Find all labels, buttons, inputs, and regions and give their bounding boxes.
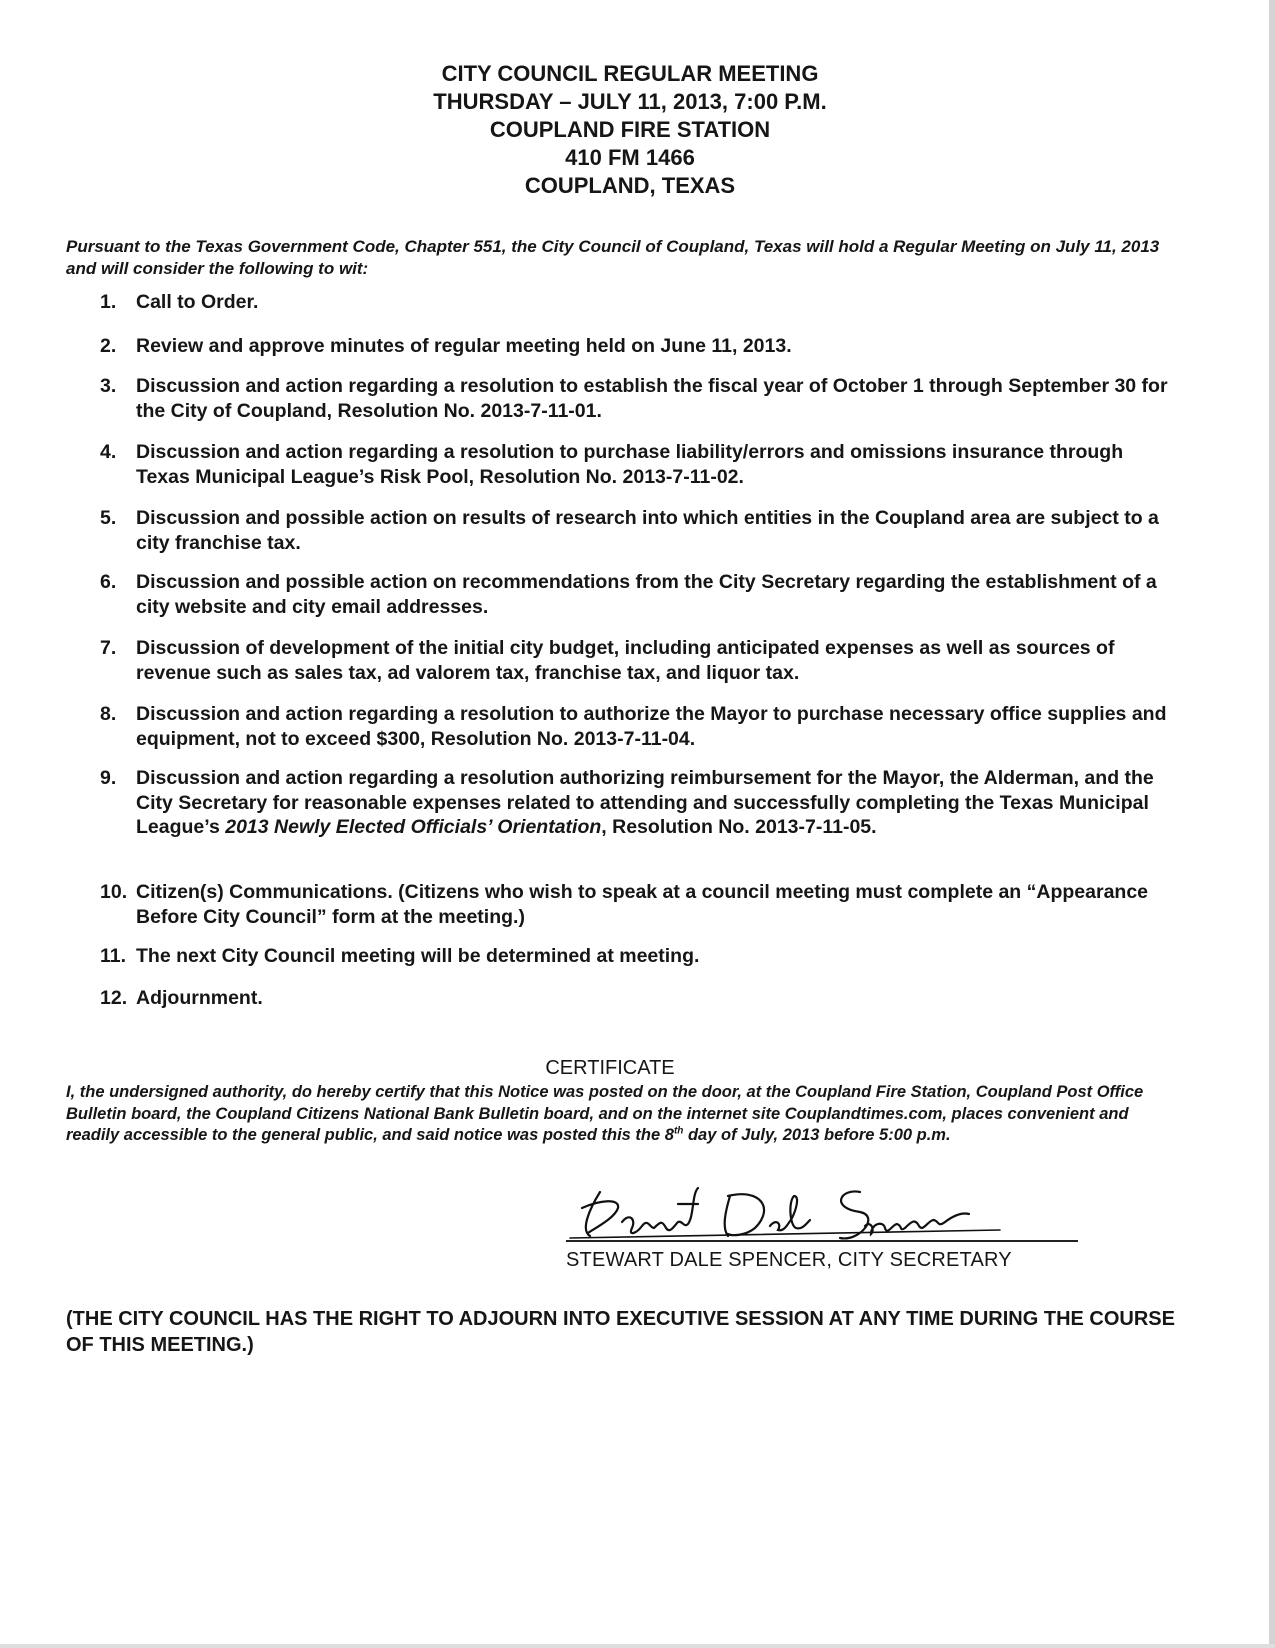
agenda-item-text	[136, 766, 1180, 840]
header-venue: COUPLAND FIRE STATION	[489, 117, 771, 142]
agenda-item	[100, 506, 1180, 555]
orientation-title: 2013 Newly Elected Officials’ Orientation	[225, 816, 602, 838]
agenda-item	[100, 570, 1180, 619]
certificate-text-end: day of July, 2013 before 5:00 p.m.	[683, 1126, 951, 1144]
intro-paragraph: Pursuant to the Texas Government Code, Chapter 551, the City Council of Coupland, Texas will hold a Regular Meeting on July 11, 2013 and will consider the following to wit:	[66, 237, 1160, 278]
agenda-item-number: 2.	[100, 335, 117, 357]
header-date: THURSDAY – JULY 11, 2013, 7:00 P.M.	[433, 89, 827, 114]
meeting-header	[380, 60, 880, 200]
agenda-item-number: 4.	[100, 441, 117, 463]
agenda-item-text-end: , Resolution No. 2013-7-11-05.	[601, 816, 877, 838]
agenda-item-text: Citizen(s) Communications. (Citizens who wish to speak at a council meeting must complete an “Appearance Before City Council” form at the meeting.)	[136, 881, 1149, 928]
agenda-item-number: 3.	[100, 375, 117, 397]
agenda-item-text: Discussion and possible action on results of research into which entities in the Coupland area are subject to a city franchise tax.	[136, 507, 1159, 554]
agenda-item-number: 10.	[100, 881, 128, 903]
certificate-body	[66, 1082, 1166, 1147]
agenda-item-text: Adjournment.	[136, 987, 263, 1009]
agenda-item	[100, 880, 1180, 929]
agenda-item-text-start: Discussion and action regarding a resolution authorizing reimbursement for the Mayor, the Alderman, and the City Secretary for reasonable expenses related to attending and successfully completing the Texas Municipal League’s	[136, 767, 1154, 838]
agenda-item-text: Call to Order.	[136, 291, 259, 313]
agenda-item-number: 7.	[100, 637, 117, 659]
header-address: 410 FM 1466	[565, 145, 695, 170]
agenda-item-number: 9.	[100, 767, 117, 789]
agenda-item	[100, 944, 1180, 969]
agenda-item	[100, 702, 1180, 751]
handwritten-signature	[560, 1178, 1020, 1248]
agenda-item	[100, 374, 1180, 423]
executive-session-notice: (THE CITY COUNCIL HAS THE RIGHT TO ADJOURN INTO EXECUTIVE SESSION AT ANY TIME DURING THE COURSE OF THIS MEETING.)	[66, 1308, 1175, 1356]
header-city: COUPLAND, TEXAS	[524, 173, 736, 198]
agenda-item-number: 11.	[100, 945, 127, 967]
agenda-item-text: Discussion and possible action on recommendations from the City Secretary regarding the establishment of a city website and city email addresses.	[136, 571, 1157, 618]
agenda-item	[100, 986, 1180, 1011]
agenda-item-number: 12.	[100, 987, 128, 1009]
header-title: CITY COUNCIL REGULAR MEETING	[441, 61, 819, 86]
scan-edge	[1269, 0, 1275, 1648]
agenda-item	[100, 766, 1180, 840]
agenda-item-text: Review and approve minutes of regular meeting held on June 11, 2013.	[136, 335, 792, 357]
agenda-item-number: 1.	[100, 291, 117, 313]
scan-edge-bottom	[0, 1644, 1275, 1648]
agenda-item-text: Discussion and action regarding a resolution to authorize the Mayor to purchase necessary office supplies and equipment, not to exceed $300, Resolution No. 2013-7-11-04.	[136, 703, 1167, 750]
certificate-text: I, the undersigned authority, do hereby certify that this Notice was posted on the door, at the Coupland Fire Station, Coupland Post Office Bulletin board, the Coupland Citizens National Bank Bulletin board, and on the internet site Couplandtimes.com, places convenient and readily accessible to the general public, and said notice was posted this the 8	[66, 1083, 1144, 1144]
agenda-item	[100, 440, 1180, 489]
agenda-item-number: 8.	[100, 703, 117, 725]
agenda-item-text: The next City Council meeting will be determined at meeting.	[136, 945, 700, 967]
agenda-item	[100, 636, 1180, 685]
agenda-item-number: 5.	[100, 507, 117, 529]
signer-name-title: STEWART DALE SPENCER, CITY SECRETARY	[566, 1249, 1012, 1271]
agenda-item-text: Discussion of development of the initial city budget, including anticipated expenses as well as sources of revenue such as sales tax, ad valorem tax, franchise tax, and liquor tax.	[136, 637, 1115, 684]
agenda-item	[100, 334, 1180, 359]
signature-line	[566, 1240, 1078, 1242]
agenda-item	[100, 290, 1180, 315]
agenda-item-number: 6.	[100, 571, 117, 593]
agenda-item-text: Discussion and action regarding a resolution to establish the fiscal year of October 1 through September 30 for the City of Coupland, Resolution No. 2013-7-11-01.	[136, 375, 1168, 422]
certificate-title: CERTIFICATE	[545, 1057, 675, 1079]
agenda-item-text: Discussion and action regarding a resolution to purchase liability/errors and omissions insurance through Texas Municipal League’s Risk Pool, Resolution No. 2013-7-11-02.	[136, 441, 1124, 488]
ordinal-suffix: th	[673, 1125, 684, 1137]
